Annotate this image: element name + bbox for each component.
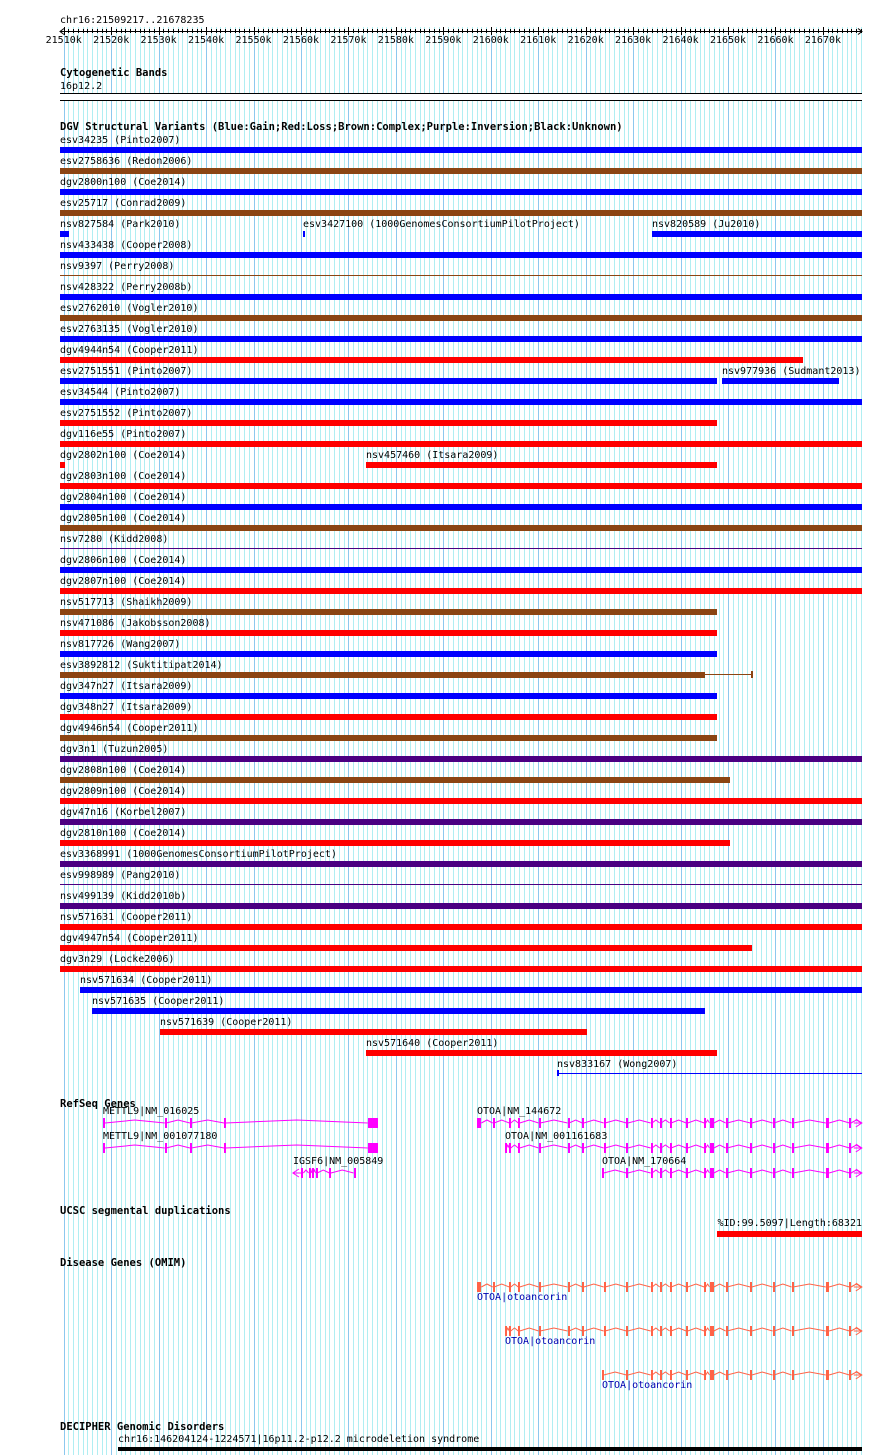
- refseq-gene-exon: [849, 1118, 851, 1128]
- refseq-gene-label[interactable]: METTL9|NM_016025: [103, 1106, 200, 1117]
- omim-gene-exon: [539, 1326, 541, 1336]
- variant-bar-inversion[interactable]: [60, 903, 862, 909]
- refseq-gene-exon: [518, 1143, 520, 1153]
- variant-bar-complex[interactable]: [60, 315, 862, 321]
- variant-bar-gain[interactable]: [60, 294, 862, 300]
- refseq-gene-exon: [602, 1168, 604, 1178]
- omim-gene-exon: [712, 1326, 714, 1336]
- omim-gene-exon: [568, 1282, 570, 1292]
- variant-bar-gain[interactable]: [60, 399, 862, 405]
- variant-bar-gain[interactable]: [722, 378, 839, 384]
- ruler-tick-label: 21660k: [757, 35, 794, 46]
- refseq-gene-exon: [368, 1118, 378, 1128]
- variant-label[interactable]: esv2763135 (Vogler2010): [60, 324, 199, 335]
- omim-gene-exon: [626, 1370, 628, 1380]
- omim-gene-exon: [602, 1370, 604, 1380]
- omim-gene-exon: [670, 1282, 672, 1292]
- variant-bar-complex[interactable]: [60, 777, 730, 783]
- ruler-tick-label: 21620k: [567, 35, 604, 46]
- refseq-gene-exon: [568, 1143, 570, 1153]
- omim-gene-exon: [773, 1326, 775, 1336]
- refseq-gene-exon: [651, 1143, 653, 1153]
- refseq-gene-exon: [726, 1143, 728, 1153]
- refseq-gene-exon: [726, 1168, 728, 1178]
- variant-label[interactable]: dgv47n16 (Korbel2007): [60, 807, 187, 818]
- refseq-gene-exon: [309, 1168, 311, 1178]
- ruler-tick-label: 21520k: [93, 35, 130, 46]
- omim-gene-exon: [750, 1282, 752, 1292]
- refseq-gene-exon: [539, 1118, 541, 1128]
- variant-label[interactable]: dgv2804n100 (Coe2014): [60, 492, 187, 503]
- refseq-gene-exon: [686, 1118, 688, 1128]
- refseq-gene-exon: [103, 1118, 105, 1128]
- variant-bar-gain[interactable]: [303, 231, 305, 237]
- omim-gene-exon: [651, 1326, 653, 1336]
- decipher-track-title[interactable]: DECIPHER Genomic Disorders: [60, 1421, 225, 1433]
- omim-gene-exon: [660, 1326, 662, 1336]
- variant-label[interactable]: nsv571639 (Cooper2011): [160, 1017, 293, 1028]
- variant-label[interactable]: nsv833167 (Wong2007): [557, 1059, 678, 1070]
- variant-start-block[interactable]: [557, 1070, 559, 1076]
- variant-label[interactable]: dgv2806n100 (Coe2014): [60, 555, 187, 566]
- variant-bar-inversion[interactable]: [60, 861, 862, 867]
- refseq-gene-exon: [165, 1143, 167, 1153]
- refseq-gene-exon: [792, 1118, 794, 1128]
- variant-bar-gain[interactable]: [60, 693, 717, 699]
- variant-bar-inversion[interactable]: [60, 884, 862, 885]
- variant-bar-loss[interactable]: [60, 441, 862, 447]
- variant-bar-loss[interactable]: [60, 714, 717, 720]
- ruler-tick-label: 21640k: [662, 35, 699, 46]
- variant-label[interactable]: dgv2807n100 (Coe2014): [60, 576, 187, 587]
- omim-gene-exon: [651, 1282, 653, 1292]
- refseq-gene-exon: [750, 1118, 752, 1128]
- omim-gene-exon: [704, 1370, 706, 1380]
- omim-gene-exon: [670, 1326, 672, 1336]
- omim-gene-exon: [773, 1370, 775, 1380]
- omim-gene-exon: [849, 1282, 851, 1292]
- variant-bar-loss[interactable]: [366, 1050, 717, 1056]
- variant-bar-loss[interactable]: [60, 966, 862, 972]
- variant-label[interactable]: dgv3n29 (Locke2006): [60, 954, 175, 965]
- omim-gene-exon: [582, 1282, 584, 1292]
- variant-bar-inversion[interactable]: [60, 548, 862, 549]
- omim-gene-exon: [826, 1326, 829, 1336]
- variant-label[interactable]: dgv347n27 (Itsara2009): [60, 681, 193, 692]
- refseq-gene-exon: [849, 1168, 851, 1178]
- variant-bar-complex[interactable]: [60, 210, 862, 216]
- omim-gene-exon: [712, 1370, 714, 1380]
- omim-gene-exon: [710, 1370, 712, 1380]
- ruler-tick-label: 21670k: [804, 35, 841, 46]
- refseq-gene-exon: [710, 1143, 712, 1153]
- refseq-gene-exon: [849, 1143, 851, 1153]
- variant-label[interactable]: nsv457460 (Itsara2009): [366, 450, 499, 461]
- variant-label[interactable]: esv34544 (Pinto2007): [60, 387, 181, 398]
- refseq-gene-exon: [165, 1118, 167, 1128]
- variant-bar-gain[interactable]: [60, 189, 862, 195]
- variant-label[interactable]: nsv827584 (Park2010): [60, 219, 181, 230]
- segdup-label: %ID:99.5097|Length:68321: [717, 1218, 862, 1229]
- cytoband-label: 16p12.2: [60, 81, 103, 92]
- variant-label[interactable]: esv2758636 (Redon2006): [60, 156, 193, 167]
- variant-bar-gain[interactable]: [60, 504, 862, 510]
- variant-bar-loss[interactable]: [366, 462, 717, 468]
- refseq-gene-exon: [712, 1168, 714, 1178]
- refseq-gene-exon: [726, 1118, 728, 1128]
- refseq-gene-exon: [826, 1118, 829, 1128]
- refseq-gene-exon: [792, 1143, 794, 1153]
- refseq-gene-exon: [368, 1143, 378, 1153]
- omim-gene-exon: [509, 1326, 511, 1336]
- variant-label[interactable]: dgv2810n100 (Coe2014): [60, 828, 187, 839]
- variant-bar-loss[interactable]: [160, 1029, 587, 1035]
- refseq-gene-exon: [704, 1143, 706, 1153]
- omim-gene-exon: [792, 1326, 794, 1336]
- omim-gene-exon: [505, 1326, 507, 1336]
- variant-label[interactable]: nsv433438 (Cooper2008): [60, 240, 193, 251]
- omim-gene-exon: [792, 1282, 794, 1292]
- omim-gene-exon: [518, 1326, 520, 1336]
- refseq-gene-exon: [773, 1143, 775, 1153]
- refseq-gene-label[interactable]: METTL9|NM_001077180: [103, 1131, 218, 1142]
- variant-bar-inversion[interactable]: [60, 756, 862, 762]
- variant-label[interactable]: dgv4946n54 (Cooper2011): [60, 723, 199, 734]
- omim-gene-exon: [750, 1326, 752, 1336]
- segdup-track-title[interactable]: UCSC segmental duplications: [60, 1205, 231, 1217]
- refseq-gene-exon: [329, 1168, 331, 1178]
- omim-gene-intron: [506, 1328, 861, 1331]
- variant-whisker[interactable]: [705, 674, 752, 675]
- variant-bar-loss[interactable]: [60, 630, 717, 636]
- variant-label[interactable]: nsv571631 (Cooper2011): [60, 912, 193, 923]
- refseq-gene-exon: [626, 1143, 628, 1153]
- variant-bar-complex[interactable]: [60, 735, 717, 741]
- variant-label[interactable]: dgv116e55 (Pinto2007): [60, 429, 187, 440]
- variant-label[interactable]: esv2762010 (Vogler2010): [60, 303, 199, 314]
- refseq-gene-exon: [539, 1143, 541, 1153]
- refseq-gene-exon: [660, 1168, 662, 1178]
- refseq-gene-exon: [651, 1168, 653, 1178]
- omim-gene-exon: [826, 1282, 829, 1292]
- omim-gene-label[interactable]: OTOA|otoancorin: [505, 1336, 596, 1347]
- variant-bar-loss[interactable]: [60, 945, 752, 951]
- segdup-feature[interactable]: [717, 1231, 862, 1237]
- omim-gene-exon: [792, 1370, 794, 1380]
- variant-bar-gain[interactable]: [80, 987, 862, 993]
- omim-gene-label[interactable]: OTOA|otoancorin: [477, 1292, 568, 1303]
- refseq-gene-exon: [704, 1168, 706, 1178]
- omim-gene-exon: [849, 1370, 851, 1380]
- variant-label[interactable]: nsv571640 (Cooper2011): [366, 1038, 499, 1049]
- ruler-tick-label: 21530k: [140, 35, 177, 46]
- refseq-gene-exon: [686, 1168, 688, 1178]
- variant-label[interactable]: nsv977936 (Sudmant2013): [722, 366, 861, 377]
- ruler-tick-label: 21610k: [520, 35, 557, 46]
- variant-label[interactable]: esv25717 (Conrad2009): [60, 198, 187, 209]
- variant-bar-complex[interactable]: [60, 672, 705, 678]
- refseq-gene-exon: [509, 1143, 511, 1153]
- ruler-tick-label: 21550k: [235, 35, 272, 46]
- refseq-gene-label[interactable]: OTOA|NM_001161683: [505, 1131, 608, 1142]
- refseq-gene-exon: [651, 1118, 653, 1128]
- omim-gene-exon: [710, 1282, 712, 1292]
- refseq-gene-exon: [518, 1118, 520, 1128]
- variant-bar-gain[interactable]: [60, 336, 862, 342]
- refseq-gene-exon: [604, 1118, 606, 1128]
- variant-bar-loss[interactable]: [60, 924, 862, 930]
- variant-label[interactable]: dgv2803n100 (Coe2014): [60, 471, 187, 482]
- refseq-gene-exon: [312, 1168, 314, 1178]
- refseq-gene-exon: [670, 1118, 672, 1128]
- omim-gene-exon: [726, 1282, 728, 1292]
- omim-gene-exon: [568, 1326, 570, 1336]
- variant-label[interactable]: nsv571634 (Cooper2011): [80, 975, 213, 986]
- variant-label[interactable]: nsv820589 (Ju2010): [652, 219, 761, 230]
- ruler-tick-label: 21650k: [709, 35, 747, 46]
- omim-gene-exon: [773, 1282, 775, 1292]
- omim-gene-exon: [626, 1326, 628, 1336]
- refseq-gene-exon: [626, 1168, 628, 1178]
- refseq-gene-exon: [224, 1143, 226, 1153]
- variant-label[interactable]: esv2751551 (Pinto2007): [60, 366, 193, 377]
- variant-label[interactable]: nsv499139 (Kidd2010b): [60, 891, 187, 902]
- cytoband-track-title[interactable]: Cytogenetic Bands: [60, 67, 168, 79]
- variant-bar-complex[interactable]: [60, 168, 862, 174]
- variant-label[interactable]: dgv3n1 (Tuzun2005): [60, 744, 169, 755]
- decipher-label: chr16:146204124-1224571|16p11.2-p12.2 microdeletion syndrome: [118, 1434, 480, 1445]
- omim-gene-exon: [826, 1370, 829, 1380]
- variant-label[interactable]: nsv9397 (Perry2008): [60, 261, 175, 272]
- ruler-tick-label: 21510k: [45, 35, 82, 46]
- omim-gene-exon: [604, 1282, 606, 1292]
- variant-label[interactable]: dgv2802n100 (Coe2014): [60, 450, 187, 461]
- variant-bar-gain[interactable]: [60, 231, 69, 237]
- variant-label[interactable]: dgv2809n100 (Coe2014): [60, 786, 187, 797]
- variant-label[interactable]: nsv817726 (Wang2007): [60, 639, 181, 650]
- ruler-tick-label: 21580k: [377, 35, 414, 46]
- omim-gene-exon: [686, 1282, 688, 1292]
- refseq-gene-exon: [773, 1118, 775, 1128]
- ruler-tick-label: 21560k: [282, 35, 320, 46]
- omim-gene-exon: [686, 1370, 688, 1380]
- position-label: chr16:21509217..21678235: [60, 15, 205, 26]
- variant-label[interactable]: esv2751552 (Pinto2007): [60, 408, 193, 419]
- refseq-gene-exon: [826, 1143, 829, 1153]
- refseq-gene-exon: [604, 1143, 606, 1153]
- variant-label[interactable]: esv34235 (Pinto2007): [60, 135, 181, 146]
- omim-gene-exon: [518, 1282, 520, 1292]
- ruler-tick-label: 21600k: [472, 35, 509, 46]
- variant-label[interactable]: dgv2808n100 (Coe2014): [60, 765, 187, 776]
- variant-label[interactable]: dgv2800n100 (Coe2014): [60, 177, 187, 188]
- omim-gene-exon: [670, 1370, 672, 1380]
- refseq-gene-exon: [660, 1143, 662, 1153]
- variant-bar-gain[interactable]: [557, 1073, 862, 1074]
- variant-label[interactable]: nsv571635 (Cooper2011): [92, 996, 225, 1007]
- refseq-gene-exon: [686, 1143, 688, 1153]
- refseq-gene-exon: [505, 1143, 507, 1153]
- variant-label[interactable]: esv3892812 (Suktitipat2014): [60, 660, 223, 671]
- refseq-gene-exon: [792, 1168, 794, 1178]
- variant-label[interactable]: esv3368991 (1000GenomesConsortiumPilotProject): [60, 849, 337, 860]
- variant-label[interactable]: nsv428322 (Perry2008b): [60, 282, 193, 293]
- refseq-gene-exon: [670, 1143, 672, 1153]
- variant-label[interactable]: esv998989 (Pang2010): [60, 870, 181, 881]
- variant-label[interactable]: dgv348n27 (Itsara2009): [60, 702, 193, 713]
- refseq-gene-exon: [316, 1168, 318, 1178]
- refseq-gene-exon: [568, 1118, 570, 1128]
- refseq-gene-exon: [582, 1143, 584, 1153]
- refseq-gene-exon: [190, 1143, 192, 1153]
- dgv-track-title[interactable]: DGV Structural Variants (Blue:Gain;Red:Loss;Brown:Complex;Purple:Inversion;Black:Unknown): [60, 121, 623, 133]
- cytoband-16p12-2[interactable]: [60, 93, 862, 101]
- ruler-tick-label: 21540k: [188, 35, 225, 46]
- variant-bar-loss[interactable]: [60, 483, 862, 489]
- omim-gene-exon: [493, 1282, 495, 1292]
- refseq-gene-label[interactable]: OTOA|NM_144672: [477, 1106, 562, 1117]
- omim-gene-exon: [726, 1370, 728, 1380]
- omim-gene-exon: [582, 1326, 584, 1336]
- variant-label[interactable]: dgv4944n54 (Cooper2011): [60, 345, 199, 356]
- omim-gene-exon: [509, 1282, 511, 1292]
- variant-label[interactable]: nsv471086 (Jakobsson2008): [60, 618, 211, 629]
- refseq-gene-exon: [750, 1168, 752, 1178]
- refseq-gene-exon: [224, 1118, 226, 1128]
- refseq-gene-exon: [670, 1168, 672, 1178]
- refseq-gene-exon: [660, 1118, 662, 1128]
- omim-gene-exon: [704, 1282, 706, 1292]
- variant-label[interactable]: esv3427100 (1000GenomesConsortiumPilotProject): [303, 219, 580, 230]
- refseq-gene-exon: [301, 1168, 303, 1178]
- refseq-gene-intron: [506, 1145, 861, 1148]
- variant-whisker-end[interactable]: [751, 671, 753, 678]
- omim-gene-exon: [626, 1282, 628, 1292]
- omim-gene-exon: [660, 1282, 662, 1292]
- variant-bar-loss[interactable]: [60, 357, 803, 363]
- variant-bar-loss[interactable]: [60, 588, 862, 594]
- omim-gene-exon: [604, 1326, 606, 1336]
- omim-gene-exon: [712, 1282, 714, 1292]
- variant-bar-gain[interactable]: [60, 651, 717, 657]
- variant-bar-gain[interactable]: [92, 1008, 705, 1014]
- variant-bar-complex[interactable]: [60, 275, 862, 276]
- variant-bar-gain[interactable]: [60, 252, 862, 258]
- refseq-gene-exon: [354, 1168, 356, 1178]
- refseq-gene-exon: [626, 1118, 628, 1128]
- refseq-gene-exon: [509, 1118, 511, 1128]
- variant-bar-loss[interactable]: [60, 420, 717, 426]
- refseq-gene-exon: [773, 1168, 775, 1178]
- variant-bar-gain[interactable]: [60, 378, 717, 384]
- refseq-gene-exon: [750, 1143, 752, 1153]
- omim-gene-exon: [710, 1326, 712, 1336]
- omim-gene-exon: [849, 1326, 851, 1336]
- variant-bar-loss[interactable]: [60, 798, 862, 804]
- variant-bar-loss[interactable]: [60, 462, 65, 468]
- decipher-feature[interactable]: [118, 1447, 862, 1451]
- refseq-gene-exon: [493, 1118, 495, 1128]
- omim-track-title[interactable]: Disease Genes (OMIM): [60, 1257, 187, 1269]
- omim-gene-exon: [477, 1282, 481, 1292]
- variant-bar-gain[interactable]: [60, 567, 862, 573]
- variant-label[interactable]: nsv517713 (Shaikh2009): [60, 597, 193, 608]
- omim-gene-exon: [539, 1282, 541, 1292]
- omim-gene-exon: [750, 1370, 752, 1380]
- ruler-tick-label: 21590k: [425, 35, 462, 46]
- refseq-gene-exon: [704, 1118, 706, 1128]
- refseq-gene-exon: [103, 1143, 105, 1153]
- variant-label[interactable]: dgv4947n54 (Cooper2011): [60, 933, 199, 944]
- refseq-gene-exon: [712, 1118, 714, 1128]
- refseq-gene-exon: [710, 1168, 712, 1178]
- refseq-track-title[interactable]: RefSeq Genes: [60, 1098, 136, 1110]
- variant-bar-complex[interactable]: [60, 609, 717, 615]
- variant-bar-loss[interactable]: [60, 840, 730, 846]
- omim-gene-label[interactable]: OTOA|otoancorin: [602, 1380, 693, 1391]
- variant-label[interactable]: dgv2805n100 (Coe2014): [60, 513, 187, 524]
- variant-bar-gain[interactable]: [60, 147, 862, 153]
- refseq-gene-exon: [710, 1118, 712, 1128]
- refseq-gene-exon: [826, 1168, 829, 1178]
- omim-gene-exon: [726, 1326, 728, 1336]
- omim-gene-exon: [651, 1370, 653, 1380]
- omim-gene-exon: [686, 1326, 688, 1336]
- variant-bar-complex[interactable]: [60, 525, 862, 531]
- refseq-gene-exon: [477, 1118, 481, 1128]
- variant-bar-gain[interactable]: [652, 231, 862, 237]
- ruler-tick-label: 21630k: [615, 35, 652, 46]
- variant-bar-inversion[interactable]: [60, 819, 862, 825]
- ruler-tick-label: 21570k: [330, 35, 367, 46]
- variant-label[interactable]: nsv7280 (Kidd2008): [60, 534, 169, 545]
- omim-gene-exon: [660, 1370, 662, 1380]
- refseq-gene-exon: [190, 1118, 192, 1128]
- omim-gene-exon: [704, 1326, 706, 1336]
- refseq-gene-label[interactable]: OTOA|NM_170664: [602, 1156, 687, 1167]
- refseq-gene-exon: [582, 1118, 584, 1128]
- refseq-gene-label[interactable]: IGSF6|NM_005849: [293, 1156, 384, 1167]
- refseq-gene-exon: [712, 1143, 714, 1153]
